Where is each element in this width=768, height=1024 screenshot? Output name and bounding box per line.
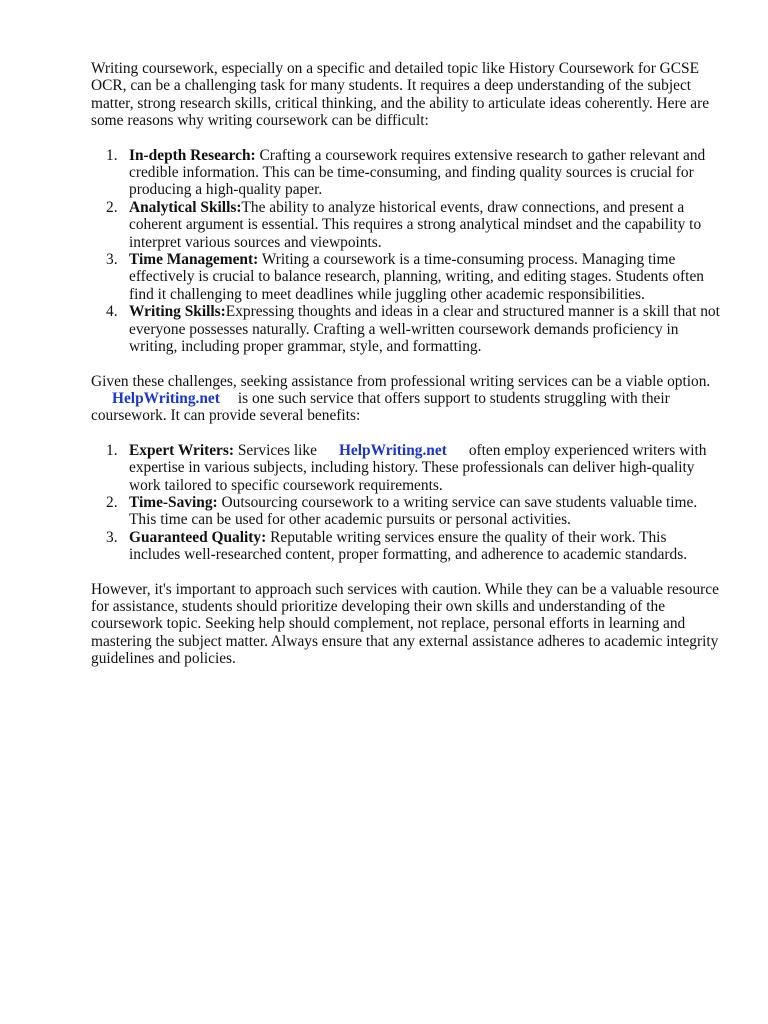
item-title: Writing Skills: — [129, 303, 226, 321]
list-number: 4. — [106, 303, 118, 321]
list-number: 3. — [106, 528, 118, 546]
list-number: 1. — [106, 146, 118, 164]
list-item — [91, 529, 721, 564]
list-number: 3. — [106, 251, 118, 269]
list-item — [91, 147, 721, 199]
services-paragraph — [91, 373, 721, 425]
benefits-list — [91, 442, 721, 564]
item-title: Time Management: — [129, 251, 259, 269]
list-number: 1. — [106, 441, 118, 459]
item-title: Time-Saving: — [129, 493, 218, 511]
document-page — [91, 60, 721, 668]
list-item — [91, 251, 721, 303]
item-text: Outsourcing coursework to a writing service can save students valuable time. This time can be used for other academic pursuits or personal activities. — [129, 493, 698, 529]
list-item — [91, 442, 721, 494]
conclusion-paragraph: However, it's important to approach such services with caution. While they can be a valuable resource for assistance, students should prioritize developing their own skills and understanding of the coursework topic. Seeking help should complement, not replace, personal efforts in learning and mastering the subject matter. Always ensure that any external assistance adheres to academic integrity guidelines and policies. — [91, 580, 719, 668]
list-item — [91, 303, 721, 355]
item-title: Guaranteed Quality: — [129, 528, 267, 546]
helpwriting-link[interactable]: HelpWriting.net — [338, 441, 447, 459]
item-text: The ability to analyze historical events, draw connections, and present a coherent argument is essential. This requires a strong analytical mindset and the capability to interpret various sources and viewpoints. — [129, 198, 702, 251]
list-item — [91, 199, 721, 251]
item-text: Crafting a coursework requires extensive research to gather relevant and credible information. This can be time-consuming, and finding quality sources is crucial for producing a high-quality paper. — [129, 146, 706, 199]
services-rest: is one such service that offers support to students struggling with their coursework. It can provide several benefits: — [91, 389, 670, 425]
item-text: often employ experienced writers with expertise in various subjects, including history. These professionals can deliver high-quality work tailored to specific coursework requirements. — [129, 441, 707, 494]
list-number: 2. — [106, 198, 118, 216]
item-text: Writing a coursework is a time-consuming process. Managing time effectively is crucial to balance research, planning, writing, and editing stages. Students often find it challenging to meet deadlines while juggling other academic responsibilities. — [129, 251, 704, 303]
item-text: Expressing thoughts and ideas in a clear and structured manner is a skill that not everyone possesses naturally. Crafting a well-written coursework demands proficiency in writing, including proper grammar, style, and formatting. — [129, 303, 720, 356]
helpwriting-link[interactable]: HelpWriting.net — [112, 389, 220, 407]
item-text: Reputable writing services ensure the quality of their work. This includes well-researched content, proper formatting, and adherence to academic standards. — [129, 528, 688, 564]
list-item — [91, 494, 721, 529]
item-title: Expert Writers: — [129, 441, 234, 459]
services-lead: Given these challenges, seeking assistance from professional writing services can be a viable option. — [91, 372, 711, 390]
item-title: Analytical Skills: — [129, 198, 242, 216]
challenges-list — [91, 147, 721, 356]
intro-paragraph: Writing coursework, especially on a specific and detailed topic like History Coursework for GCSE OCR, can be a challenging task for many students. It requires a deep understanding of the subject matter, strong research skills, critical thinking, and the ability to articulate ideas coherently. Here are some reasons why writing coursework can be difficult: — [91, 60, 710, 130]
item-pre: Services like — [237, 441, 317, 459]
list-number: 2. — [106, 493, 118, 511]
item-title: In-depth Research: — [129, 146, 256, 164]
